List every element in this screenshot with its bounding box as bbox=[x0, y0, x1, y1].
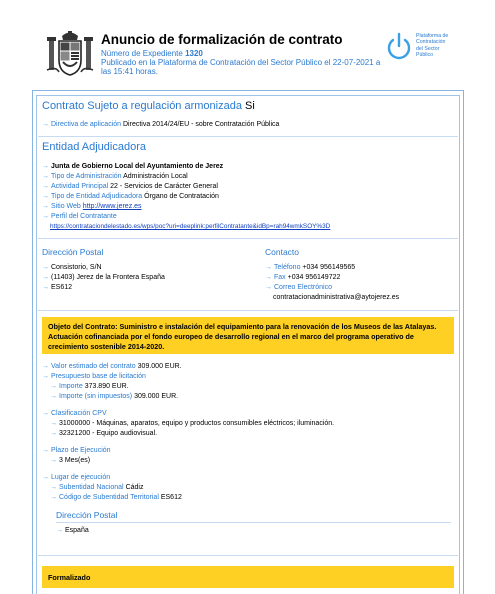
perfil-contratante-link[interactable]: https://contrataciondelestado.es/wps/poc?uri=deeplink:perfilContratante&idBp=rah94wmkSOY%3D bbox=[50, 223, 331, 230]
expediente-number: 1320 bbox=[185, 49, 203, 58]
arrow-icon: → bbox=[50, 494, 57, 501]
plataforma-logo-text: Plataforma de Contratación del Sector Público bbox=[416, 33, 449, 58]
arrow-icon: → bbox=[50, 430, 57, 437]
direccion-line-2: → (11403) Jerez de la Frontera España bbox=[42, 274, 165, 281]
importe-sin-row: → Importe (sin impuestos) 309.000 EUR. bbox=[50, 393, 179, 400]
correo-row: → Correo Electrónico bbox=[265, 284, 332, 291]
arrow-icon: → bbox=[42, 284, 49, 291]
sub-divider bbox=[56, 522, 451, 523]
directiva-row: → Directiva de aplicación Directiva 2014/24/EU - sobre Contratación Pública bbox=[42, 121, 280, 128]
presupuesto-row: → Presupuesto base de licitación bbox=[42, 373, 146, 380]
objeto-text: Objeto del Contrato: Suministro e instalación del equipamiento para la renovación de los Museos de las Atalayas. Actuación cofinanciada por el fondo europeo de desarrollo regional en el marco del programa operativo de crecimiento sostenible 2014-2020. bbox=[48, 322, 437, 351]
arrow-icon: → bbox=[42, 173, 49, 180]
arrow-icon: → bbox=[50, 393, 57, 400]
formalizado-label: Formalizado bbox=[48, 573, 91, 582]
cpv-row: → Clasificación CPV bbox=[42, 410, 107, 417]
correo-value: contratacionadministrativa@aytojerez.es bbox=[273, 294, 400, 301]
arrow-icon: → bbox=[50, 457, 57, 464]
direccion-line-1: → Consistorio, S/N bbox=[42, 264, 102, 271]
section-divider bbox=[38, 555, 458, 556]
direccion-title: Dirección Postal bbox=[42, 247, 104, 257]
valor-row: → Valor estimado del contrato 309.000 EUR. bbox=[42, 363, 182, 370]
arrow-icon: → bbox=[42, 264, 49, 271]
arrow-icon: → bbox=[42, 274, 49, 281]
published-line-2: las 15:41 horas. bbox=[101, 67, 158, 76]
tipo-admin-row: → Tipo de Administración Administración Local bbox=[42, 173, 188, 180]
arrow-icon: → bbox=[50, 484, 57, 491]
document-header bbox=[0, 0, 495, 84]
perfil-url-row bbox=[50, 223, 330, 230]
section-divider bbox=[38, 310, 458, 311]
tipo-entidad-row: → Tipo de Entidad Adjudicadora Órgano de Contratación bbox=[42, 193, 219, 200]
arrow-icon: → bbox=[42, 373, 49, 380]
arrow-icon: → bbox=[42, 203, 49, 210]
entidad-name-row: → Junta de Gobierno Local del Ayuntamiento de Jerez bbox=[42, 163, 224, 170]
importe-row: → Importe 373.890 EUR. bbox=[50, 383, 129, 390]
fax-row: → Fax +034 956149722 bbox=[265, 274, 341, 281]
lugar-direccion-title: Dirección Postal bbox=[56, 510, 118, 520]
arrow-icon: → bbox=[265, 264, 272, 271]
codigo-subentidad-row: → Código de Subentidad Territorial ES612 bbox=[50, 494, 182, 501]
contacto-title: Contacto bbox=[265, 247, 300, 257]
plazo-value-row: → 3 Mes(es) bbox=[50, 457, 91, 464]
document-title: Anuncio de formalización de contrato bbox=[101, 32, 343, 47]
arrow-icon: → bbox=[42, 363, 49, 370]
arrow-icon: → bbox=[265, 284, 272, 291]
lugar-row: → Lugar de ejecución bbox=[42, 474, 111, 481]
spain-coat-of-arms-icon bbox=[46, 30, 94, 78]
entidad-title: Entidad Adjudicadora bbox=[42, 141, 146, 153]
pais-row: → España bbox=[56, 527, 89, 534]
published-line-1: Publicado en la Plataforma de Contratación del Sector Público el 22-07-2021 a bbox=[101, 58, 381, 67]
section-divider bbox=[38, 136, 458, 137]
arrow-icon: → bbox=[42, 163, 49, 170]
plataforma-power-icon bbox=[386, 31, 412, 63]
arrow-icon: → bbox=[42, 410, 49, 417]
arrow-icon: → bbox=[265, 274, 272, 281]
arrow-icon: → bbox=[42, 121, 49, 128]
arrow-icon: → bbox=[42, 474, 49, 481]
direccion-line-3: → ES612 bbox=[42, 284, 73, 291]
subentidad-row: → Subentidad Nacional Cádiz bbox=[50, 484, 144, 491]
arrow-icon: → bbox=[50, 383, 57, 390]
contrato-title: Contrato Sujeto a regulación armonizada Si bbox=[42, 100, 255, 112]
arrow-icon: → bbox=[56, 527, 63, 534]
cpv-item-2: → 32321200 - Equipo audiovisual. bbox=[50, 430, 158, 437]
arrow-icon: → bbox=[42, 193, 49, 200]
contrato-value: Si bbox=[245, 100, 255, 112]
cpv-item-1: → 31000000 - Máquinas, aparatos, equipo y productos consumibles eléctricos; iluminación. bbox=[50, 420, 335, 427]
sitio-web-link[interactable]: http://www.jerez.es bbox=[82, 203, 142, 210]
arrow-icon: → bbox=[50, 420, 57, 427]
section-divider bbox=[38, 238, 458, 239]
plazo-row: → Plazo de Ejecución bbox=[42, 447, 111, 454]
arrow-icon: → bbox=[42, 213, 49, 220]
perfil-row: → Perfil del Contratante bbox=[42, 213, 117, 220]
arrow-icon: → bbox=[42, 183, 49, 190]
sitio-web-row: → Sitio Web http://www.jerez.es bbox=[42, 203, 142, 210]
actividad-row: → Actividad Principal 22 - Servicios de Carácter General bbox=[42, 183, 218, 190]
expediente-label: Número de Expediente bbox=[101, 49, 183, 58]
expediente-line bbox=[101, 49, 203, 58]
arrow-icon: → bbox=[42, 447, 49, 454]
telefono-row: → Teléfono +034 956149565 bbox=[265, 264, 356, 271]
formalizado-highlight bbox=[42, 566, 454, 588]
